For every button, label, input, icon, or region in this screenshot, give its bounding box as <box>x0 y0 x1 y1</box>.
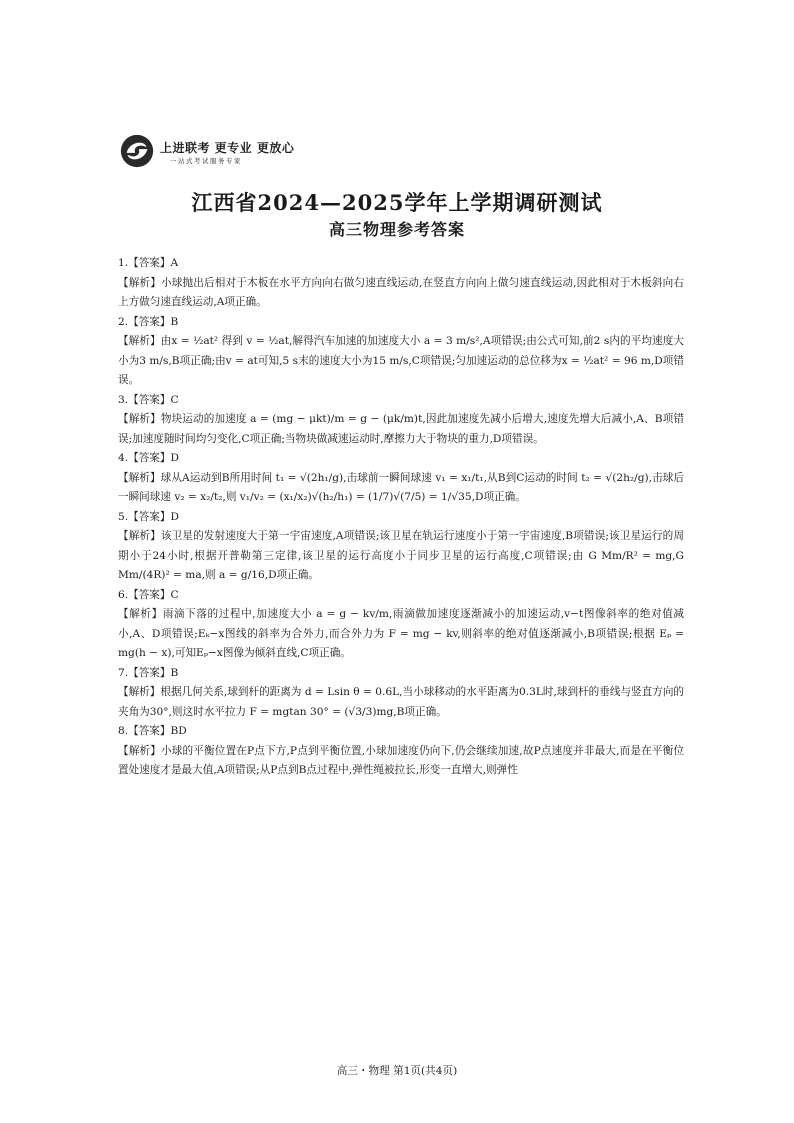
answer-line: 7.【答案】B <box>118 666 179 679</box>
brand-logo <box>118 132 318 172</box>
logo-icon <box>118 132 156 170</box>
explanation-text: 【解析】雨滴下落的过程中,加速度大小 a = g − kv/m,雨滴做加速度逐渐减小的加速运动,v−t图像斜率的绝对值减小,A、D项错误;Eₖ−x图线的斜率为合外力,而合外力为 F = mg − kv,则斜率的绝对值逐渐减小,B项错误;根据 Eₚ = mg(h − x),可知Eₚ−x图像为倾斜直线,C项正确。 <box>118 608 684 659</box>
question-block <box>118 508 684 586</box>
explanation-text: 【解析】该卫星的发射速度大于第一宇宙速度,A项错误;该卫星在轨运行速度小于第一宇宙速度,B项错误;该卫星运行的周期小于24小时,根据开普勒第三定律,该卫星的运行高度小于同步卫星的运行高度,C项错误;由 G Mm/R² = mg,G Mm/(4R)² = ma,则 a = g/16,D项正确。 <box>118 530 684 581</box>
question-block <box>118 254 684 313</box>
answer-line: 5.【答案】D <box>118 510 179 523</box>
question-block <box>118 449 684 508</box>
answer-line: 2.【答案】B <box>118 315 179 328</box>
page-footer: 高三・物理 第1页(共4页) <box>336 1065 458 1077</box>
question-block <box>118 313 684 391</box>
explanation-text: 【解析】球从A运动到B所用时间 t₁ = √(2h₁/g),击球前一瞬间球速 v₁ = x₁/t₁,从B到C运动的时间 t₂ = √(2h₂/g),击球后一瞬间球速 v₂ = x₂/t₂,则 v₁/v₂ = (x₁/x₂)√(h₂/h₁) = (1/7)√(7/5) = 1/√35,D项正确。 <box>118 471 684 503</box>
answer-line: 3.【答案】C <box>118 393 179 406</box>
answer-line: 4.【答案】D <box>118 452 179 464</box>
explanation-text: 【解析】由x = ½at² 得到 v = ½at,解得汽车加速的加速度大小 a = 3 m/s²,A项错误;由公式可知,前2 s内的平均速度大小为3 m/s,B项正确;由v = at可知,5 s末的速度大小为15 m/s,C项错误;匀加速运动的总位移为x = ½at² = 96 m,D项错误。 <box>118 335 684 386</box>
explanation-text: 【解析】物块运动的加速度 a = (mg − μkt)/m = g − (μk/m)t,因此加速度先减小后增大,速度先增大后减小,A、B项错误;加速度随时间均匀变化,C项正确;当物块做减速运动时,摩擦力大于物块的重力,D项错误。 <box>118 413 684 445</box>
brand-subtitle: 一站式考试服务专家 <box>170 157 242 165</box>
answer-line: 6.【答案】C <box>118 588 179 601</box>
page-title: 江西省2024—2025学年上学期调研测试 <box>191 190 603 215</box>
question-block <box>118 391 684 450</box>
answer-line: 8.【答案】BD <box>118 725 187 737</box>
question-block <box>118 722 684 781</box>
explanation-text: 【解析】小球的平衡位置在P点下方,P点到平衡位置,小球加速度仍向下,仍会继续加速,故P点速度并非最大,而是在平衡位置处速度才是最大值,A项错误;从P点到B点过程中,弹性绳被拉长,形变一直增大,则弹性 <box>118 744 684 776</box>
brand-slogan: 上进联考 更专业 更放心 <box>160 141 295 155</box>
answer-list <box>118 254 684 781</box>
explanation-text: 【解析】根据几何关系,球到杆的距离为 d = Lsin θ = 0.6L,当小球移动的水平距离为0.3L时,球到杆的垂线与竖直方向的夹角为30°,则这时水平拉力 F = mgtan 30° = (√3/3)mg,B项正确。 <box>118 686 685 718</box>
explanation-text: 【解析】小球抛出后相对于木板在水平方向向右做匀速直线运动,在竖直方向向上做匀速直线运动,因此相对于木板斜向右上方做匀速直线运动,A项正确。 <box>118 276 684 308</box>
question-block <box>118 664 684 723</box>
question-block <box>118 586 684 664</box>
answer-line: 1.【答案】A <box>118 257 179 269</box>
page-subtitle: 高三物理参考答案 <box>328 220 465 239</box>
